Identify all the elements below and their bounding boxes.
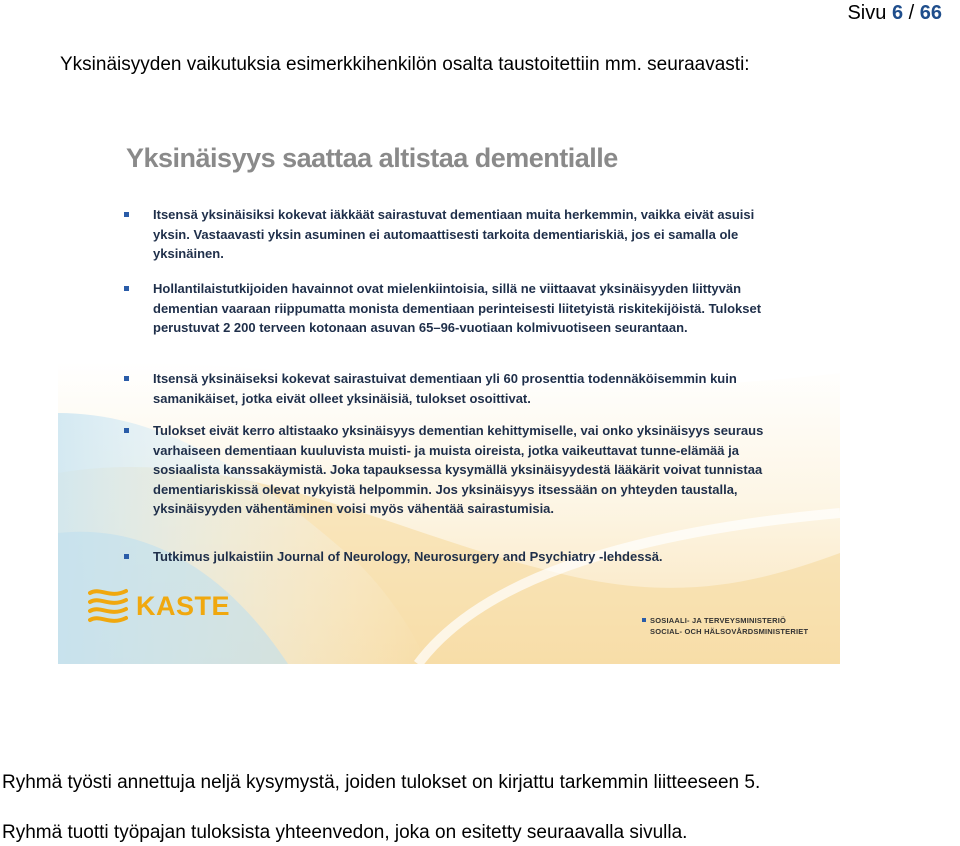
bullet-text: Hollantilaistutkijoiden havainnot ovat mielenkiintoisia, sillä ne viittaavat yksinäisyyden liittyvän dementian vaaraan riippumatta monista dementiaan perinteisesti liitetyistä riskitekijöistä. Tulokset perustuvat 2 200 terveen kotonaan asuvan 65–96-vuotiaan kolmivuotiseen seurantaan. <box>153 281 762 336</box>
kaste-logo <box>88 585 230 627</box>
bullet-text: Itsensä yksinäisiksi kokevat iäkkäät sairastuvat dementiaan muita herkemmin, vaikka eivät asuisi yksin. Vastaavasti yksin asuminen ei automaattisesti tarkoita dementiariskiä, jos ei samalla ole yksinäinen. <box>153 207 755 262</box>
bullet-square-icon <box>124 376 129 381</box>
page-number <box>847 2 942 25</box>
slide-image <box>58 113 840 664</box>
footer-paragraph-2: Ryhmä tuotti työpajan tuloksista yhteenvedon, joka on esitetty seuraavalla sivulla. <box>2 822 688 843</box>
page-separator: / <box>908 2 915 24</box>
page-current: 6 <box>891 2 904 24</box>
ministry-mark-icon <box>642 618 646 622</box>
bullet-text: Tulokset eivät kerro altistaako yksinäisyys dementian kehittymiselle, vai onko yksinäisyys seuraus varhaiseen dementiaan kuuluvista muisti- ja muista oireista, jotka vaikeuttavat tunne-elämää ja sosiaalista kanssakäymistä. Joka tapauksessa kysymällä yksinäisyydestä lääkärit voivat tunnistaa dementiariskissä olevat nykyistä helpommin. Jos yksinäisyys itsessään on yhteyden taustalla, yksinäisyyden vähentäminen voisi myös vähentää sairastumisia. <box>153 423 764 517</box>
bullet-item <box>124 369 774 408</box>
bullet-text: Itsensä yksinäiseksi kokevat sairastuivat dementiaan yli 60 prosenttia todennäköisemmin kuin samanikäiset, jotka eivät olleet yksinäisiä, tulokset osoittivat. <box>153 371 737 406</box>
ministry-line-sv: SOCIAL- OCH HÄLSOVÅRDSMINISTERIET <box>650 627 809 636</box>
bullet-item <box>124 421 774 519</box>
bullet-item <box>124 547 774 567</box>
bullet-item <box>124 205 774 264</box>
bullet-square-icon <box>124 212 129 217</box>
kaste-wave-icon <box>88 585 128 627</box>
page-total: 66 <box>919 2 942 24</box>
footer-paragraph-1: Ryhmä työsti annettuja neljä kysymystä, joiden tulokset on kirjattu tarkemmin liitteeseen 5. <box>2 772 761 793</box>
ministry-line-fi: SOSIAALI- JA TERVEYSMINISTERIÖ <box>650 616 787 625</box>
bullet-square-icon <box>124 428 129 433</box>
ministry-logo <box>642 615 808 637</box>
bullet-square-icon <box>124 286 129 291</box>
kaste-logo-text: KASTE <box>136 590 231 621</box>
slide-title: Yksinäisyys saattaa altistaa dementialle <box>126 143 618 173</box>
bullet-square-icon <box>124 554 129 559</box>
bullet-text: Tutkimus julkaistiin Journal of Neurology, Neurosurgery and Psychiatry -lehdessä. <box>153 549 663 564</box>
page-label: Sivu <box>847 2 887 24</box>
intro-text: Yksinäisyyden vaikutuksia esimerkkihenkilön osalta taustoitettiin mm. seuraavasti: <box>60 54 750 75</box>
bullet-item <box>124 279 774 338</box>
